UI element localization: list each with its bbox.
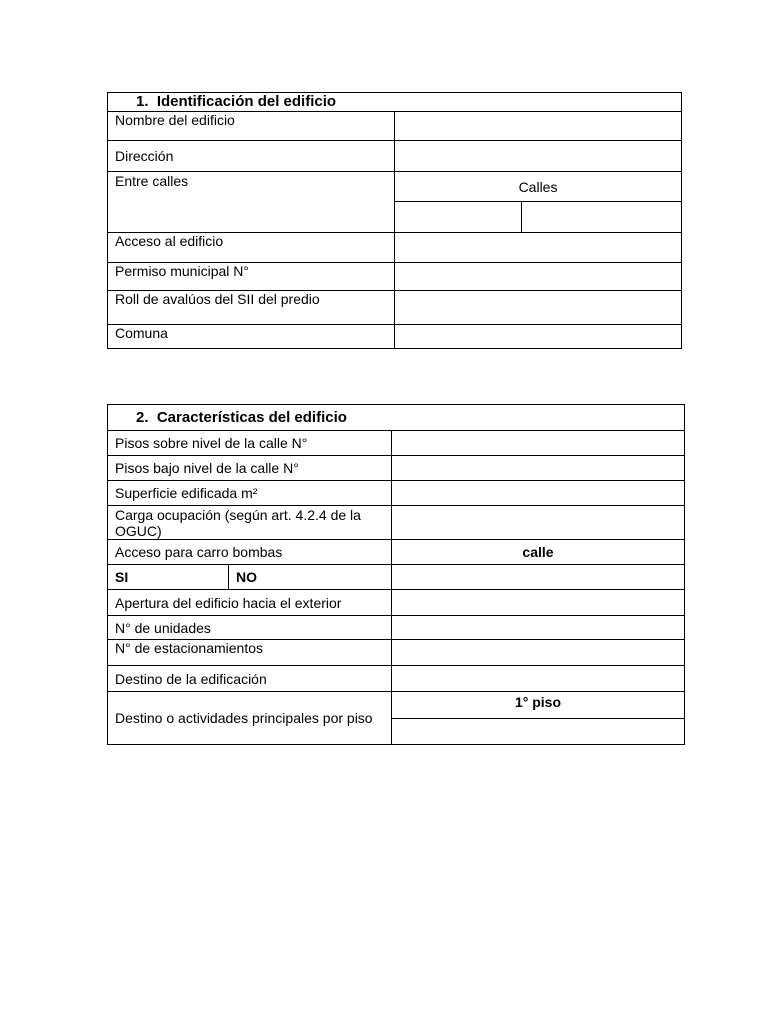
label-destino-edificacion: Destino de la edificación <box>108 666 392 692</box>
label-comuna: Comuna <box>108 325 395 349</box>
field-destino-primer-piso[interactable] <box>392 719 685 745</box>
label-numero-unidades: N° de unidades <box>108 616 392 640</box>
calle-header: calle <box>392 540 685 565</box>
label-nombre-edificio: Nombre del edificio <box>108 112 395 141</box>
label-acceso-carro-bombas: Acceso para carro bombas <box>108 540 392 565</box>
section-2-title: 2. Características del edificio <box>108 405 685 431</box>
label-permiso-municipal: Permiso municipal N° <box>108 263 395 291</box>
field-calle-2[interactable] <box>522 202 682 233</box>
building-identification-table <box>107 92 682 349</box>
label-carga-ocupacion: Carga ocupación (según art. 4.2.4 de la OGUC) <box>108 506 392 540</box>
field-calle[interactable] <box>392 565 685 590</box>
label-acceso-edificio: Acceso al edificio <box>108 233 395 263</box>
field-permiso-municipal[interactable] <box>395 263 682 291</box>
field-acceso-edificio[interactable] <box>395 233 682 263</box>
field-comuna[interactable] <box>395 325 682 349</box>
field-calle-1[interactable] <box>395 202 522 233</box>
label-apertura-exterior: Apertura del edificio hacia el exterior <box>108 590 392 616</box>
option-si[interactable]: SI <box>108 565 229 590</box>
field-numero-unidades[interactable] <box>392 616 685 640</box>
label-superficie-edificada: Superficie edificada m² <box>108 481 392 506</box>
calles-header: Calles <box>395 172 682 202</box>
label-pisos-sobre-nivel: Pisos sobre nivel de la calle N° <box>108 431 392 456</box>
field-destino-edificacion[interactable] <box>392 666 685 692</box>
building-characteristics-table <box>107 404 685 745</box>
field-roll-avaluos[interactable] <box>395 291 682 325</box>
field-pisos-bajo-nivel[interactable] <box>392 456 685 481</box>
label-entre-calles: Entre calles <box>108 172 395 233</box>
field-direccion[interactable] <box>395 141 682 172</box>
label-numero-estacionamientos: N° de estacionamientos <box>108 640 392 666</box>
field-nombre-edificio[interactable] <box>395 112 682 141</box>
label-pisos-bajo-nivel: Pisos bajo nivel de la calle N° <box>108 456 392 481</box>
field-numero-estacionamientos[interactable] <box>392 640 685 666</box>
piso-header: 1° piso <box>392 692 685 719</box>
label-direccion: Dirección <box>108 141 395 172</box>
option-no[interactable]: NO <box>229 565 392 590</box>
label-destino-por-piso: Destino o actividades principales por piso <box>108 692 392 745</box>
field-carga-ocupacion[interactable] <box>392 506 685 540</box>
label-roll-avaluos: Roll de avalúos del SII del predio <box>108 291 395 325</box>
section-1-title: 1. Identificación del edificio <box>108 93 682 112</box>
field-apertura-exterior[interactable] <box>392 590 685 616</box>
field-pisos-sobre-nivel[interactable] <box>392 431 685 456</box>
field-superficie-edificada[interactable] <box>392 481 685 506</box>
